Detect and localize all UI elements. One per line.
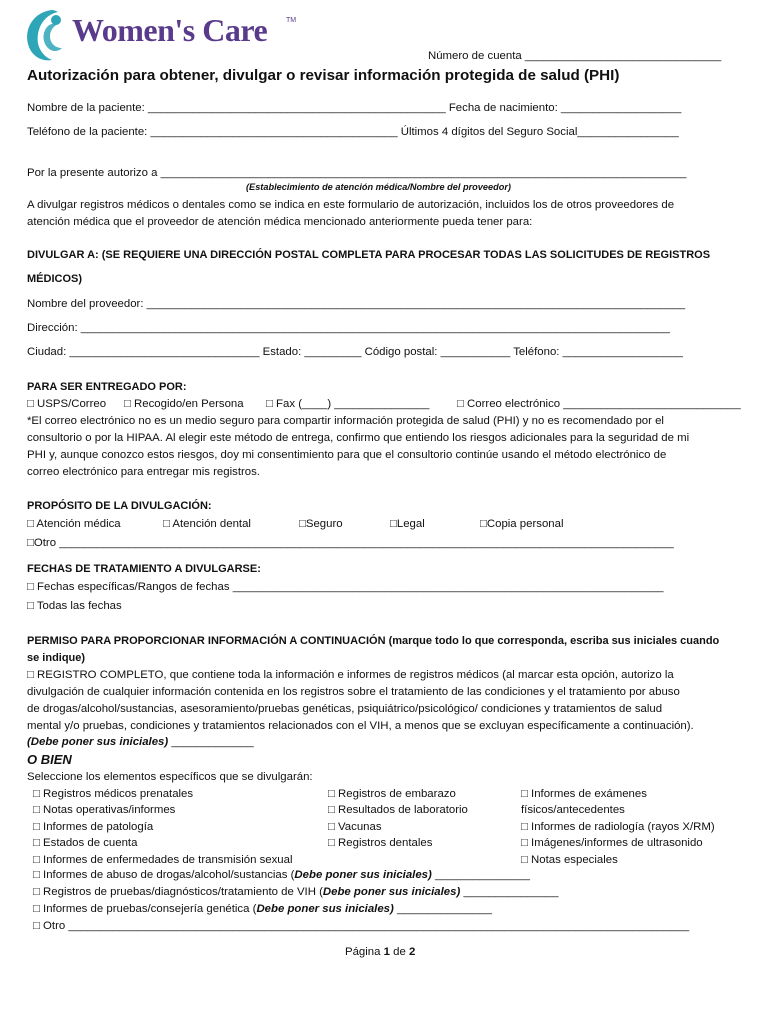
item-vaccines-checkbox[interactable]: □ Vacunas (328, 820, 382, 833)
delivery-pickup-checkbox[interactable]: □ Recogido/en Persona (124, 398, 244, 410)
item-prenatal-checkbox[interactable]: □ Registros médicos prenatales (33, 788, 194, 800)
purpose-legal-checkbox[interactable]: □Legal (390, 518, 425, 530)
purpose-dental-checkbox[interactable]: □ Atención dental (163, 518, 251, 530)
patient-name-field[interactable]: Nombre de la paciente: _______________________________________________ Fecha de nacimiento: ___________________ (27, 102, 682, 114)
item-hiv-checkbox[interactable]: □ Registros de pruebas/diagnósticos/tratamiento de VIH (Debe poner sus iniciales) _______________ (33, 886, 559, 898)
item-physical-exams-cont: físicos/antecedentes (521, 804, 625, 817)
provider-name-field[interactable]: Nombre del proveedor: _____________________________________________________________________________________ (27, 298, 686, 310)
email-disclaimer-text: *El correo electrónico no es un medio seguro para compartir información protegida de salud (PHI) y no es recomendado por el consultorio o por la HIPAA. Al elegir este método de entrega, confirmo que entiendo los riesgos adicionales para la seguridad de mi PHI y, aunque conozco estos riesgos, doy mi consentimiento para que el consultorio continúe usando el método electrónico de correo electrónico para entregar mis registros. (27, 415, 690, 478)
dates-all-checkbox[interactable]: □ Todas las fechas (27, 600, 122, 612)
item-std-reports-checkbox[interactable]: □ Informes de enfermedades de transmisión sexual (33, 853, 293, 866)
full-record-initials-field[interactable]: (Debe poner sus iniciales) _____________ (27, 736, 254, 748)
city-state-zip-phone-field[interactable]: Ciudad: ______________________________ Estado: _________ Código postal: ___________ Teléfono: ___________________ (27, 346, 683, 358)
item-special-notes-checkbox[interactable]: □ Notas especiales (521, 853, 618, 866)
item-drug-abuse-checkbox[interactable]: □ Informes de abuso de drogas/alcohol/sustancias (Debe poner sus iniciales) _______________ (33, 869, 530, 881)
page-title: Autorización para obtener, divulgar o revisar información protegida de salud (PHI) (27, 67, 620, 84)
permission-heading: PERMISO PARA PROPORCIONAR INFORMACIÓN A CONTINUACIÓN (marque todo lo que corresponda, escriba sus iniciales cuando (27, 635, 720, 647)
disclose-heading: DIVULGAR A: (SE REQUIERE UNA DIRECCIÓN POSTAL COMPLETA PARA PROCESAR TODAS LAS SOLICITUDES DE REGISTROS (27, 249, 711, 261)
trademark-mark: TM (286, 17, 297, 24)
item-pathology-checkbox[interactable]: □ Informes de patología (33, 820, 154, 833)
authorize-facility-field[interactable]: Por la presente autorizo a ___________________________________________________________________________________ (27, 167, 687, 179)
item-lab-results-checkbox[interactable]: □ Resultados de laboratorio (328, 804, 468, 817)
purpose-insurance-checkbox[interactable]: □Seguro (299, 518, 343, 530)
purpose-other-field[interactable]: □Otro _________________________________________________________________________________________________ (27, 537, 674, 549)
dates-specific-field[interactable]: □ Fechas específicas/Rangos de fechas ____________________________________________________________________ (27, 581, 664, 593)
disclose-heading-cont: MÉDICOS) (27, 273, 82, 285)
item-genetic-checkbox[interactable]: □ Informes de pruebas/consejería genética (Debe poner sus iniciales) _______________ (33, 903, 493, 915)
select-items-text: Seleccione los elementos específicos que se divulgarán: (27, 771, 313, 783)
permission-heading-cont: se indique) (27, 652, 86, 664)
delivery-fax-checkbox[interactable]: □ Fax (____) _______________ (266, 398, 430, 410)
purpose-medical-checkbox[interactable]: □ Atención médica (27, 518, 121, 530)
release-text-line-1: A divulgar registros médicos o dentales como se indica en este formulario de autorización, incluidos los de otros proveedores de (27, 199, 675, 211)
item-ultrasound-checkbox[interactable]: □ Imágenes/informes de ultrasonido (521, 837, 703, 850)
account-number-field[interactable]: Número de cuenta _______________________________ (428, 50, 722, 62)
item-dental-records-checkbox[interactable]: □ Registros dentales (328, 837, 433, 850)
delivery-usps-checkbox[interactable]: □ USPS/Correo (27, 398, 107, 410)
delivery-heading: PARA SER ENTREGADO POR: (27, 381, 187, 393)
full-record-checkbox[interactable]: □ REGISTRO COMPLETO, que contiene toda la información e informes de registros médicos (al marcar esta opción, autorizo la divulgación de cualquier información contenida en los registros sobre el tratamiento de las condiciones y el tratamiento por abuso de drogas/alcohol/sustancias, asesoramiento/pruebas genéticas, psiquiátrico/psicológico/ condiciones y tratamientos de salud mental y/o pruebas, condiciones y tratamientos relacionados con el VIH, a menos que se excluyan específicamente a continuación). (27, 669, 694, 732)
item-statements-checkbox[interactable]: □ Estados de cuenta (33, 837, 138, 850)
brand-name: Women's Care (72, 12, 268, 48)
item-physical-exams-checkbox[interactable]: □ Informes de exámenes (521, 788, 647, 800)
womens-care-logo-icon (22, 6, 74, 64)
address-field[interactable]: Dirección: _____________________________________________________________________________________________ (27, 322, 670, 334)
facility-caption: (Establecimiento de atención médica/Nombre del proveedor) (246, 182, 511, 192)
delivery-email-checkbox[interactable]: □ Correo electrónico ____________________________ (457, 398, 741, 410)
patient-phone-field[interactable]: Teléfono de la paciente: _______________________________________ Últimos 4 dígitos del Seguro Social________________ (27, 126, 679, 138)
items-column-3 (521, 786, 715, 868)
item-other-field[interactable]: □ Otro __________________________________________________________________________________________________ (33, 920, 690, 932)
purpose-heading: PROPÓSITO DE LA DIVULGACIÓN: (27, 500, 212, 512)
item-pregnancy-checkbox[interactable]: □ Registros de embarazo (328, 788, 456, 800)
items-column-2 (328, 786, 468, 852)
item-radiology-checkbox[interactable]: □ Informes de radiología (rayos X/RM) (521, 820, 715, 833)
page-number: Página 1 de 2 (345, 946, 416, 958)
items-column-1 (33, 786, 293, 868)
item-operative-notes-checkbox[interactable]: □ Notas operativas/informes (33, 804, 176, 817)
release-text-line-2: atención médica que el proveedor de atención médica mencionado anteriormente pueda tener para: (27, 216, 533, 228)
purpose-personal-copy-checkbox[interactable]: □Copia personal (480, 518, 564, 530)
or-heading: O BIEN (27, 752, 72, 767)
dates-heading: FECHAS DE TRATAMIENTO A DIVULGARSE: (27, 563, 261, 575)
